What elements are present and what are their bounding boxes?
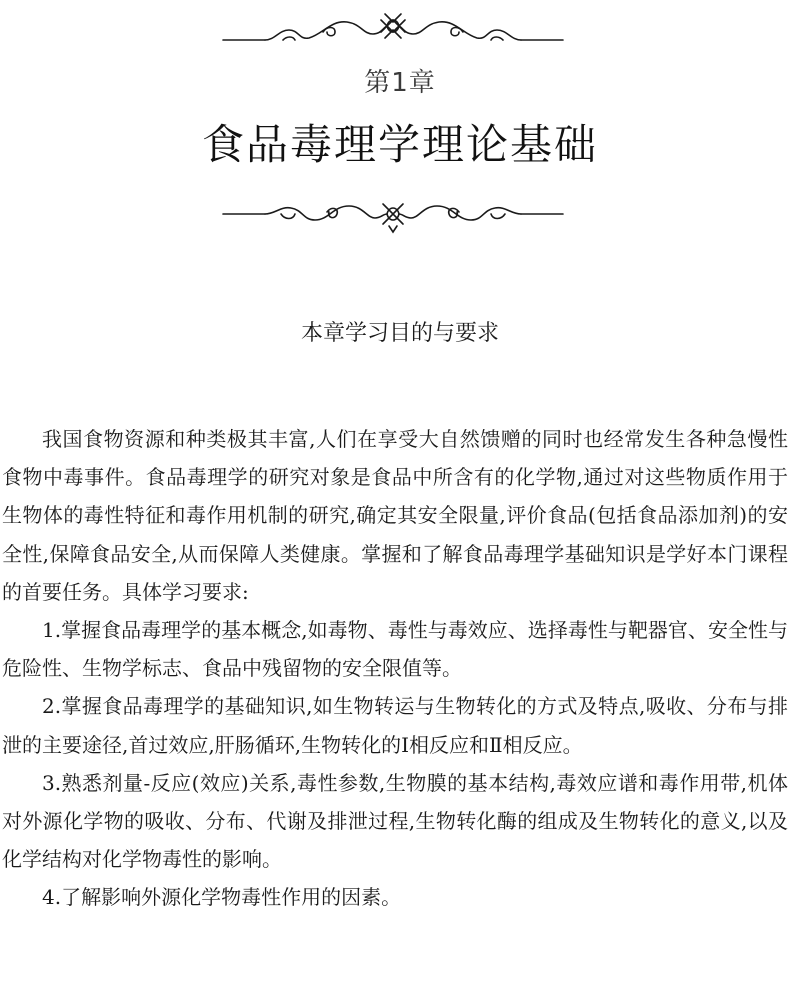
ornament-bottom [223, 200, 563, 234]
paragraph-requirement-3: 3.熟悉剂量-反应(效应)关系,毒性参数,生物膜的基本结构,毒效应谱和毒作用带,机体对外源化学物的吸收、分布、代谢及排泄过程,生物转化酶的组成及生物转化的意义,以及化学结构对化学物毒性的影响。 [2, 770, 788, 872]
body-text [2, 420, 788, 917]
chapter-label: 第1章 [364, 68, 436, 98]
section-heading: 本章学习目的与要求 [300, 321, 499, 346]
ornament-top [223, 10, 563, 44]
paragraph-intro: 我国食物资源和种类极其丰富,人们在享受大自然馈赠的同时也经常发生各种急慢性食物中毒事件。食品毒理学的研究对象是食品中所含有的化学物,通过对这些物质作用于生物体的毒性特征和毒作用机制的研究,确定其安全限量,评价食品(包括食品添加剂)的安全性,保障食品安全,从而保障人类健康。掌握和了解食品毒理学基础知识是学好本门课程的首要任务。具体学习要求: [2, 427, 788, 604]
paragraph-requirement-2: 2.掌握食品毒理学的基础知识,如生物转运与生物转化的方式及特点,吸收、分布与排泄的主要途径,首过效应,肝肠循环,生物转化的Ⅰ相反应和Ⅱ相反应。 [2, 694, 788, 757]
paragraph-requirement-1: 1.掌握食品毒理学的基本概念,如毒物、毒性与毒效应、选择毒性与靶器官、安全性与危险性、生物学标志、食品中残留物的安全限值等。 [2, 618, 788, 681]
chapter-title: 食品毒理学理论基础 [201, 120, 598, 169]
paragraph-requirement-4: 4.了解影响外源化学物毒性作用的因素。 [42, 885, 402, 910]
